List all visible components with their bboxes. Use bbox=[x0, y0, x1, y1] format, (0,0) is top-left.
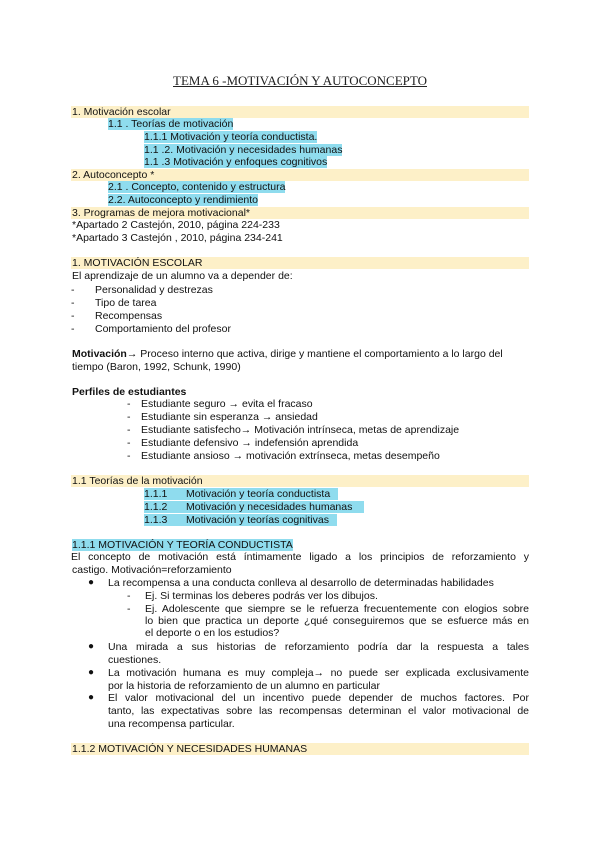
bullet-text: Una mirada a sus historias de reforzamiento podría dar la respuesta a tales bbox=[108, 641, 529, 653]
dash-marker: - bbox=[127, 411, 131, 423]
section-1-1-heading: 1.1 Teorías de la motivación bbox=[72, 475, 203, 487]
bullet-text: cuestiones. bbox=[108, 654, 162, 666]
bullet-text: una recompensa particular. bbox=[108, 718, 235, 730]
sub-bullet-text: Ej. Si terminas los deberes podrás ver los dibujos. bbox=[145, 590, 378, 602]
sub-bullet-text: el deporte o en los estudios? bbox=[145, 627, 280, 639]
bullet-marker: ● bbox=[88, 667, 95, 678]
toc-item-1-1: 1.1 . Teorías de motivación bbox=[108, 118, 234, 130]
dash-marker: - bbox=[71, 284, 75, 296]
toc-note-1: *Apartado 2 Castejón, 2010, página 224-233 bbox=[72, 219, 280, 231]
bullet-marker: ● bbox=[88, 577, 95, 588]
list-item: Recompensas bbox=[95, 310, 163, 322]
bullet-text: por la historia de reforzamiento de un alumno en particular bbox=[108, 680, 380, 692]
theory-label: Motivación y teoría conductista bbox=[186, 488, 331, 500]
theory-number: 1.1.2 bbox=[144, 501, 168, 513]
dash-marker: - bbox=[127, 437, 131, 449]
document-title: TEMA 6 -MOTIVACIÓN Y AUTOCONCEPTO bbox=[173, 73, 427, 88]
section-1-1-1-heading: 1.1.1 MOTIVACIÓN Y TEORÍA CONDUCTISTA bbox=[72, 539, 293, 551]
motivacion-definition-cont: tiempo (Baron, 1992, Schunk, 1990) bbox=[72, 361, 241, 373]
bullet-marker: ● bbox=[88, 641, 95, 652]
section-1-1-2-heading: 1.1.2 MOTIVACIÓN Y NECESIDADES HUMANAS bbox=[72, 743, 308, 755]
motivacion-term: Motivación bbox=[72, 348, 127, 360]
dash-marker: - bbox=[127, 424, 131, 436]
sub-bullet-text: Ej. Adolescente que siempre se le refuerza frecuentemente con elogios sobre bbox=[145, 603, 529, 615]
toc-item-3: 3. Programas de mejora motivacional* bbox=[72, 207, 250, 219]
dash-marker: - bbox=[127, 398, 131, 410]
toc-note-2: *Apartado 3 Castejón , 2010, página 234-241 bbox=[72, 232, 283, 244]
theory-item bbox=[144, 501, 364, 513]
dash-marker: - bbox=[127, 590, 131, 602]
toc-item-1-1-1: 1.1.1 Motivación y teoría conductista. bbox=[144, 131, 318, 143]
toc-item-1-1-2: 1.1 .2. Motivación y necesidades humanas bbox=[144, 144, 343, 156]
paragraph-line: castigo. Motivación=reforzamiento bbox=[72, 564, 232, 576]
perfil-item: Estudiante defensivo → indefensión aprendida bbox=[141, 437, 359, 449]
toc-item-2: 2. Autoconcepto * bbox=[72, 169, 155, 181]
toc-item-1-1-3: 1.1 .3 Motivación y enfoques cognitivos bbox=[144, 156, 328, 168]
theory-item bbox=[144, 488, 338, 500]
dash-marker: - bbox=[71, 297, 75, 309]
perfil-item: Estudiante satisfecho→ Motivación intrínseca, metas de aprendizaje bbox=[141, 424, 460, 436]
list-item: Personalidad y destrezas bbox=[95, 284, 213, 296]
theory-label: Motivación y necesidades humanas bbox=[186, 501, 353, 513]
theory-item bbox=[144, 514, 337, 526]
section-1-intro: El aprendizaje de un alumno va a depender de: bbox=[72, 270, 293, 282]
motivacion-definition bbox=[72, 348, 503, 360]
perfil-item: Estudiante seguro → evita el fracaso bbox=[141, 398, 313, 410]
list-item: Tipo de tarea bbox=[95, 297, 157, 309]
toc-item-2-2: 2.2. Autoconcepto y rendimiento bbox=[108, 194, 259, 206]
list-item: Comportamiento del profesor bbox=[95, 323, 231, 335]
theory-number: 1.1.1 bbox=[144, 488, 168, 500]
dash-marker: - bbox=[71, 310, 75, 322]
dash-marker: - bbox=[127, 603, 131, 615]
theory-label: Motivación y teorías cognitivas bbox=[186, 514, 329, 526]
perfiles-heading: Perfiles de estudiantes bbox=[72, 386, 187, 398]
motivacion-def-text: → Proceso interno que activa, dirige y mantiene el comportamiento a lo largo del bbox=[126, 348, 503, 360]
sub-bullet-text: lo bien que practica un deporte ¿qué conseguiremos que se esfuerce más en bbox=[145, 615, 529, 627]
perfil-item: Estudiante ansioso → motivación extrínseca, metas desempeño bbox=[141, 450, 440, 462]
bullet-text: tanto, las expectativas sobre las recompensas determinan el valor motivacional de bbox=[108, 705, 529, 717]
toc-item-1: 1. Motivación escolar bbox=[72, 106, 171, 118]
bullet-marker: ● bbox=[88, 692, 95, 703]
section-1-heading: 1. MOTIVACIÓN ESCOLAR bbox=[72, 257, 203, 269]
dash-marker: - bbox=[127, 450, 131, 462]
dash-marker: - bbox=[71, 323, 75, 335]
theory-number: 1.1.3 bbox=[144, 514, 168, 526]
bullet-text: La recompensa a una conducta conlleva al desarrollo de determinadas habilidades bbox=[108, 577, 494, 589]
bullet-text: El valor motivacional del un incentivo puede depender de muchos factores. Por bbox=[108, 692, 529, 704]
bullet-text: La motivación humana es muy compleja→ no puede ser explicada exclusivamente bbox=[108, 667, 529, 679]
perfil-item: Estudiante sin esperanza → ansiedad bbox=[141, 411, 318, 423]
toc-item-2-1: 2.1 . Concepto, contenido y estructura bbox=[108, 181, 286, 193]
paragraph-line: El concepto de motivación está íntimamente ligado a los principios de reforzamiento y bbox=[71, 551, 529, 563]
